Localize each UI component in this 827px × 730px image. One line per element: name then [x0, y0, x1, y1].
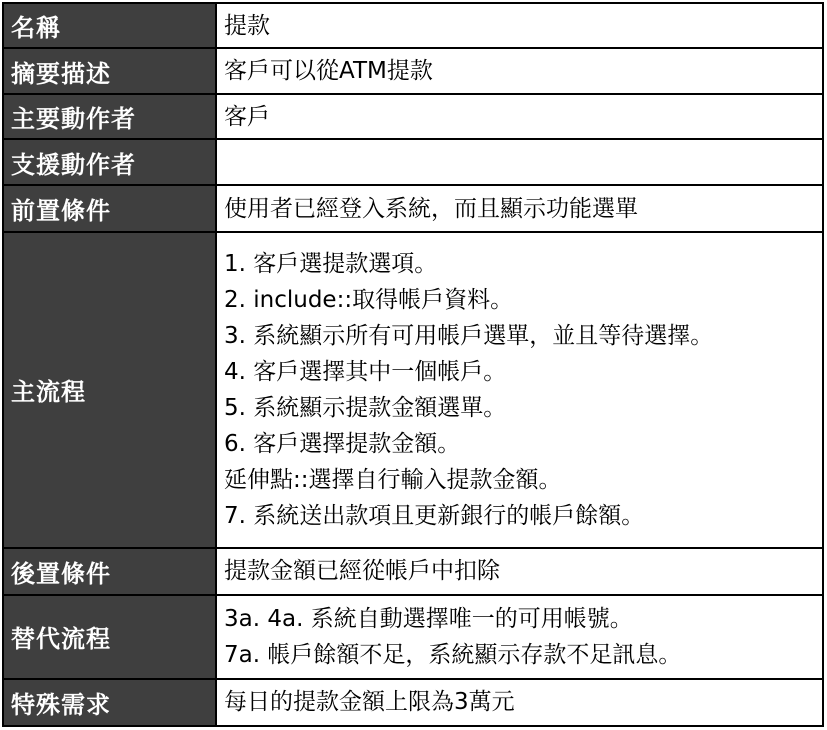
label-alternate-flow: 替代流程 [3, 595, 216, 679]
row-alternate-flow [3, 595, 823, 679]
use-case-table [2, 2, 824, 727]
value-description: 客戶可以從ATM提款 [216, 48, 823, 94]
row-main-flow [3, 232, 823, 547]
main-flow-step: 3. 系統顯示所有可用帳戶選單，並且等待選擇。 [224, 322, 714, 349]
main-flow-step: 2. include::取得帳戶資料。 [224, 286, 514, 313]
value-primary-actor: 客戶 [216, 94, 823, 139]
label-postcondition: 後置條件 [3, 548, 216, 595]
label-special-requirements: 特殊需求 [3, 679, 216, 726]
row-name [3, 3, 823, 48]
value-main-flow [216, 232, 823, 547]
value-postcondition: 提款金額已經從帳戶中扣除 [216, 548, 823, 595]
label-primary-actor: 主要動作者 [3, 94, 216, 139]
label-supporting-actor: 支援動作者 [3, 139, 216, 185]
label-precondition: 前置條件 [3, 185, 216, 232]
main-flow-extension-point: 延伸點::選擇自行輸入提款金額。 [224, 466, 562, 493]
alternate-flow-step: 7a. 帳戶餘額不足，系統顯示存款不足訊息。 [224, 641, 682, 668]
value-special-requirements: 每日的提款金額上限為3萬元 [216, 679, 823, 726]
row-primary-actor [3, 94, 823, 139]
row-postcondition [3, 548, 823, 595]
label-description: 摘要描述 [3, 48, 216, 94]
main-flow-step: 7. 系統送出款項且更新銀行的帳戶餘額。 [224, 502, 645, 529]
label-main-flow: 主流程 [3, 232, 216, 547]
row-special-requirements [3, 679, 823, 726]
value-precondition: 使用者已經登入系統，而且顯示功能選單 [216, 185, 823, 232]
main-flow-step: 6. 客戶選擇提款金額。 [224, 430, 461, 457]
main-flow-step: 5. 系統顯示提款金額選單。 [224, 394, 507, 421]
alternate-flow-step: 3a. 4a. 系統自動選擇唯一的可用帳號。 [224, 605, 633, 632]
row-precondition [3, 185, 823, 232]
row-description [3, 48, 823, 94]
main-flow-step: 4. 客戶選擇其中一個帳戶。 [224, 358, 507, 385]
main-flow-step: 1. 客戶選提款選項。 [224, 250, 438, 277]
value-supporting-actor [216, 139, 823, 185]
value-alternate-flow [216, 595, 823, 679]
row-supporting-actor [3, 139, 823, 185]
value-name: 提款 [216, 3, 823, 48]
label-name: 名稱 [3, 3, 216, 48]
